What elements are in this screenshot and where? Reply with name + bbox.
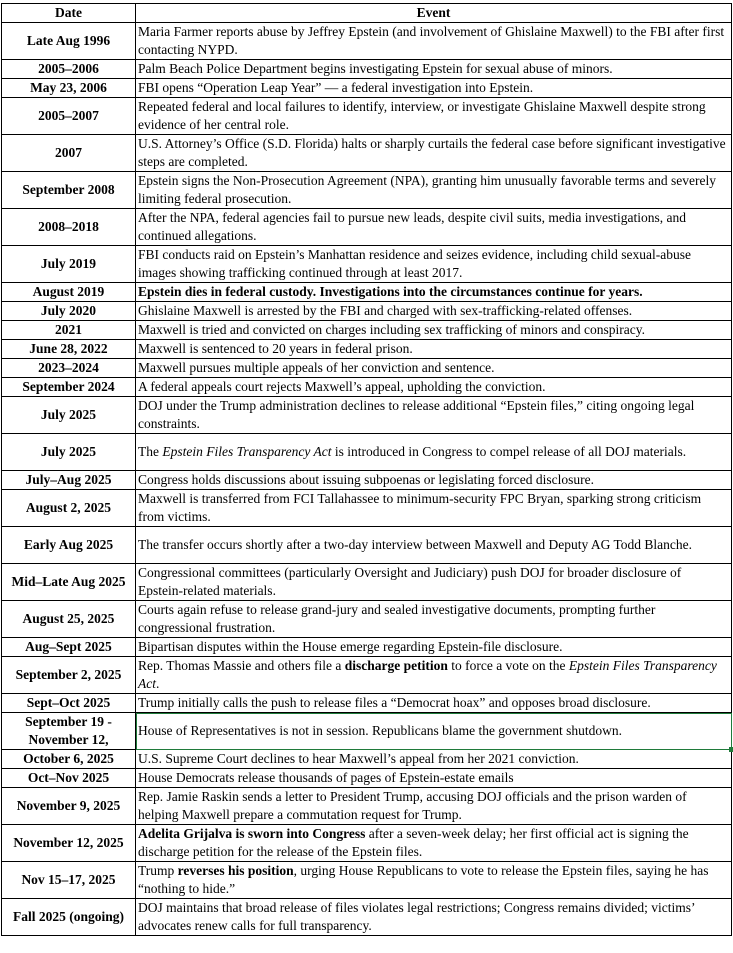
- table-row: [2, 397, 732, 434]
- event-cell[interactable]: U.S. Supreme Court declines to hear Maxwell’s appeal from her 2021 conviction.: [136, 750, 732, 769]
- event-cell[interactable]: Courts again refuse to release grand-jury and sealed investigative documents, prompting further congressional frustration.: [136, 601, 732, 638]
- date-cell[interactable]: Mid–Late Aug 2025: [2, 564, 136, 601]
- table-row: [2, 321, 732, 340]
- event-cell[interactable]: [136, 862, 732, 899]
- event-cell[interactable]: [136, 825, 732, 862]
- date-cell[interactable]: Nov 15–17, 2025: [2, 862, 136, 899]
- table-row: [2, 471, 732, 490]
- event-cell-selected[interactable]: House of Representatives is not in session. Republicans blame the government shutdown.: [136, 713, 732, 750]
- table-row: [2, 359, 732, 378]
- event-text: is introduced in Congress to compel release of all DOJ materials.: [331, 444, 687, 459]
- event-text: Rep. Thomas Massie and others file a: [138, 658, 345, 673]
- emphasis-text: discharge petition: [344, 658, 448, 673]
- event-cell[interactable]: Epstein signs the Non-Prosecution Agreement (NPA), granting him unusually favorable terms and severely limiting federal prosecution.: [136, 172, 732, 209]
- date-cell[interactable]: 2007: [2, 135, 136, 172]
- date-cell[interactable]: 2005–2007: [2, 98, 136, 135]
- date-cell[interactable]: September 2008: [2, 172, 136, 209]
- event-cell[interactable]: Bipartisan disputes within the House emerge regarding Epstein-file disclosure.: [136, 638, 732, 657]
- table-row: [2, 788, 732, 825]
- date-cell[interactable]: July 2019: [2, 246, 136, 283]
- event-text: , urging House Republicans to vote to release the Epstein files, saying he has “nothing to hide.”: [138, 863, 709, 896]
- emphasis-text: Adelita Grijalva is sworn into Congress: [138, 826, 366, 841]
- table-row: [2, 750, 732, 769]
- table-row: [2, 283, 732, 302]
- table-row: [2, 23, 732, 60]
- date-cell[interactable]: September 19 - November 12,: [2, 713, 136, 750]
- event-cell[interactable]: Congress holds discussions about issuing subpoenas or legislating forced disclosure.: [136, 471, 732, 490]
- date-column-header[interactable]: Date: [2, 4, 136, 23]
- table-row: [2, 899, 732, 936]
- event-cell[interactable]: House Democrats release thousands of pages of Epstein-estate emails: [136, 769, 732, 788]
- event-cell[interactable]: Trump initially calls the push to release files a “Democrat hoax” and opposes broad disclosure.: [136, 694, 732, 713]
- event-text: .: [156, 676, 160, 691]
- date-cell[interactable]: 2023–2024: [2, 359, 136, 378]
- date-cell[interactable]: Late Aug 1996: [2, 23, 136, 60]
- event-cell[interactable]: Maria Farmer reports abuse by Jeffrey Epstein (and involvement of Ghislaine Maxwell) to the FBI after first contacting NYPD.: [136, 23, 732, 60]
- table-row: [2, 209, 732, 246]
- event-cell[interactable]: After the NPA, federal agencies fail to pursue new leads, despite civil suits, media investigations, and continued allegations.: [136, 209, 732, 246]
- date-cell[interactable]: September 2, 2025: [2, 657, 136, 694]
- event-cell[interactable]: The transfer occurs shortly after a two-day interview between Maxwell and Deputy AG Todd Blanche.: [136, 527, 732, 564]
- event-cell[interactable]: Palm Beach Police Department begins investigating Epstein for sexual abuse of minors.: [136, 60, 732, 79]
- date-cell[interactable]: Sept–Oct 2025: [2, 694, 136, 713]
- date-cell[interactable]: 2008–2018: [2, 209, 136, 246]
- event-cell[interactable]: Maxwell pursues multiple appeals of her conviction and sentence.: [136, 359, 732, 378]
- table-row: [2, 638, 732, 657]
- event-text: Trump: [138, 863, 178, 878]
- event-column-header[interactable]: Event: [136, 4, 732, 23]
- table-row: [2, 172, 732, 209]
- event-cell[interactable]: U.S. Attorney’s Office (S.D. Florida) halts or sharply curtails the federal case before significant investigative steps are completed.: [136, 135, 732, 172]
- table-row: [2, 694, 732, 713]
- table-row: [2, 713, 732, 750]
- date-cell[interactable]: July 2025: [2, 397, 136, 434]
- table-row: [2, 490, 732, 527]
- table-row: [2, 246, 732, 283]
- table-row: [2, 98, 732, 135]
- date-cell[interactable]: September 2024: [2, 378, 136, 397]
- date-cell[interactable]: August 2, 2025: [2, 490, 136, 527]
- table-row: [2, 60, 732, 79]
- event-cell[interactable]: FBI opens “Operation Leap Year” — a federal investigation into Epstein.: [136, 79, 732, 98]
- date-cell[interactable]: 2021: [2, 321, 136, 340]
- table-row: [2, 302, 732, 321]
- event-cell[interactable]: FBI conducts raid on Epstein’s Manhattan residence and seizes evidence, including child sexual-abuse images showing trafficking continued through at least 2017.: [136, 246, 732, 283]
- act-title: Epstein Files Transparency Act: [162, 444, 332, 459]
- event-cell[interactable]: Repeated federal and local failures to identify, interview, or investigate Ghislaine Maxwell despite strong evidence of her central role.: [136, 98, 732, 135]
- date-cell[interactable]: Fall 2025 (ongoing): [2, 899, 136, 936]
- date-cell[interactable]: August 25, 2025: [2, 601, 136, 638]
- table-row: [2, 769, 732, 788]
- table-row: [2, 135, 732, 172]
- event-cell[interactable]: [136, 657, 732, 694]
- date-cell[interactable]: November 12, 2025: [2, 825, 136, 862]
- date-cell[interactable]: July 2025: [2, 434, 136, 471]
- date-cell[interactable]: July 2020: [2, 302, 136, 321]
- event-cell[interactable]: Epstein dies in federal custody. Investigations into the circumstances continue for years.: [136, 283, 732, 302]
- table-row: [2, 79, 732, 98]
- event-cell[interactable]: Maxwell is tried and convicted on charges including sex trafficking of minors and conspiracy.: [136, 321, 732, 340]
- date-cell[interactable]: July–Aug 2025: [2, 471, 136, 490]
- event-cell[interactable]: Maxwell is sentenced to 20 years in federal prison.: [136, 340, 732, 359]
- event-cell[interactable]: DOJ under the Trump administration declines to release additional “Epstein files,” citing ongoing legal constraints.: [136, 397, 732, 434]
- date-cell[interactable]: Oct–Nov 2025: [2, 769, 136, 788]
- date-cell[interactable]: October 6, 2025: [2, 750, 136, 769]
- header-row: [2, 4, 732, 23]
- emphasis-text: reverses his position: [177, 863, 294, 878]
- date-cell[interactable]: Early Aug 2025: [2, 527, 136, 564]
- date-cell[interactable]: November 9, 2025: [2, 788, 136, 825]
- timeline-table: [1, 3, 732, 936]
- table-row: [2, 825, 732, 862]
- table-row: [2, 527, 732, 564]
- table-row: [2, 378, 732, 397]
- event-cell[interactable]: Congressional committees (particularly Oversight and Judiciary) push DOJ for broader disclosure of Epstein-related materials.: [136, 564, 732, 601]
- event-text: to force a vote on the: [447, 658, 569, 673]
- event-text: The: [138, 444, 163, 459]
- date-cell[interactable]: Aug–Sept 2025: [2, 638, 136, 657]
- table-row: [2, 657, 732, 694]
- event-cell[interactable]: A federal appeals court rejects Maxwell’s appeal, upholding the conviction.: [136, 378, 732, 397]
- date-cell[interactable]: 2005–2006: [2, 60, 136, 79]
- table-row: [2, 564, 732, 601]
- act-title: Epstein Files Transparency Act: [138, 658, 717, 691]
- event-cell[interactable]: Maxwell is transferred from FCI Tallahassee to minimum-security FPC Bryan, sparking strong criticism from victims.: [136, 490, 732, 527]
- event-cell[interactable]: Ghislaine Maxwell is arrested by the FBI and charged with sex-trafficking-related offenses.: [136, 302, 732, 321]
- table-row: [2, 862, 732, 899]
- table-row: [2, 601, 732, 638]
- date-cell[interactable]: May 23, 2006: [2, 79, 136, 98]
- table-row: [2, 340, 732, 359]
- event-text: after a seven-week delay; her first official act is signing the discharge petition for the release of the Epstein files.: [138, 826, 689, 859]
- event-cell[interactable]: Rep. Jamie Raskin sends a letter to President Trump, accusing DOJ officials and the prison warden of helping Maxwell prepare a commutation request for Trump.: [136, 788, 732, 825]
- event-cell[interactable]: DOJ maintains that broad release of files violates legal restrictions; Congress remains divided; victims’ advocates renew calls for full transparency.: [136, 899, 732, 936]
- date-cell[interactable]: June 28, 2022: [2, 340, 136, 359]
- date-cell[interactable]: August 2019: [2, 283, 136, 302]
- table-row: [2, 434, 732, 471]
- event-cell[interactable]: [136, 434, 732, 471]
